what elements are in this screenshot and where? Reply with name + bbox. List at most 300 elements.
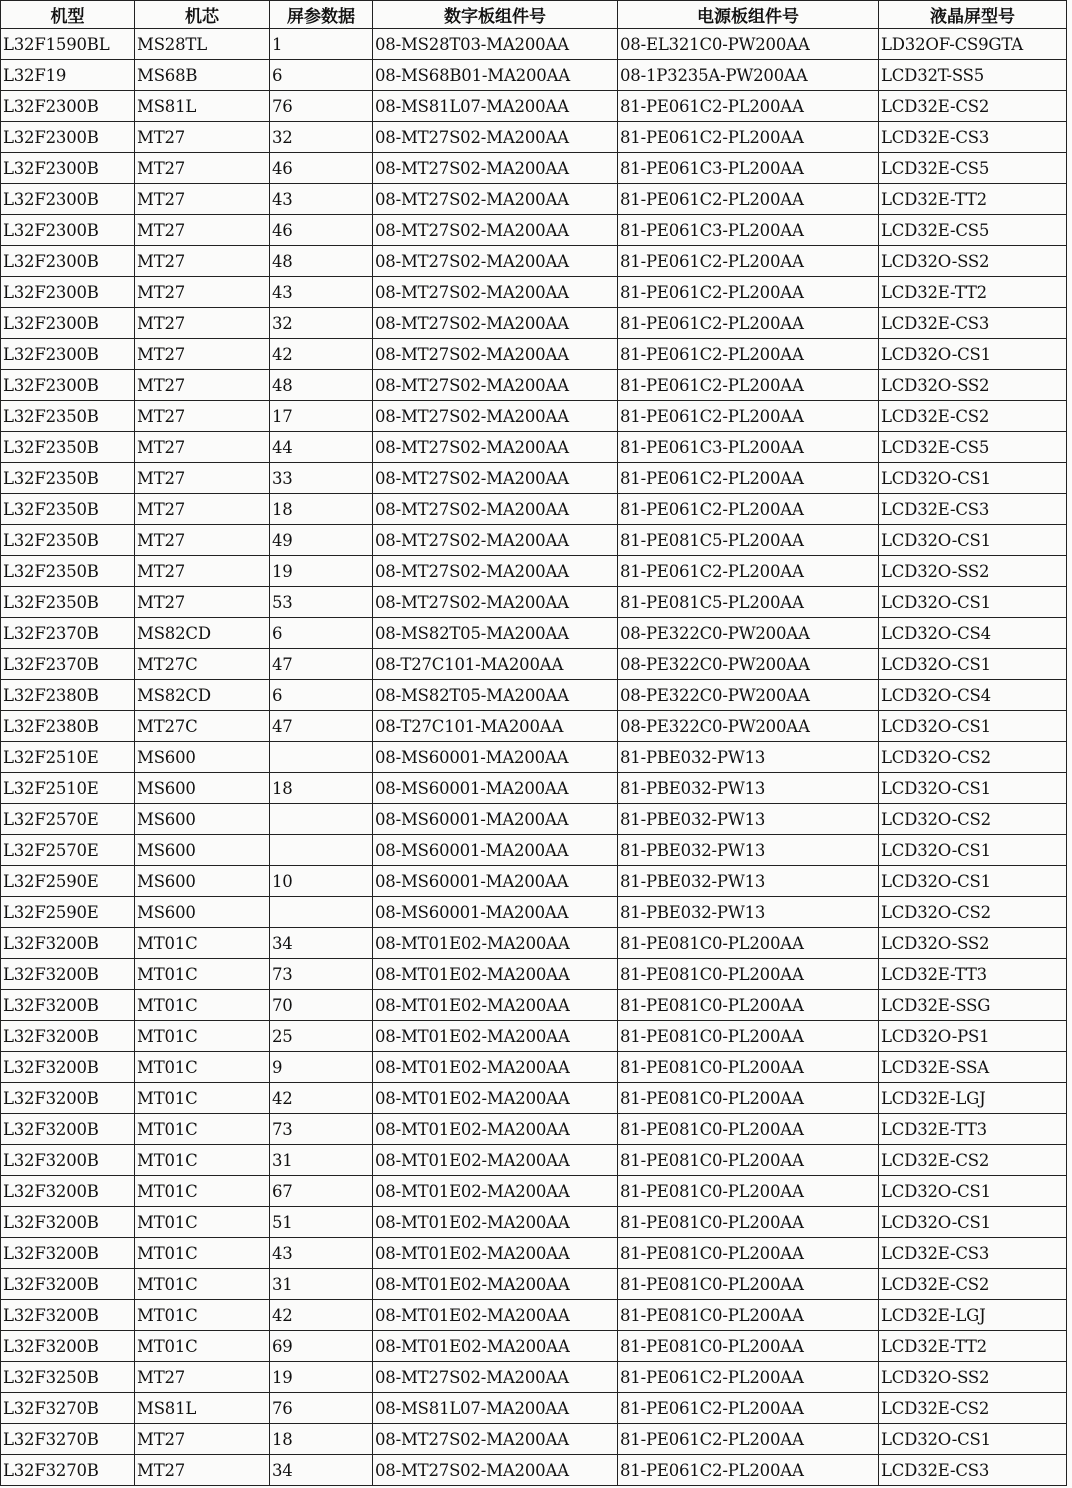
- cell-digital-board: 08-MT01E02-MA200AA: [373, 1207, 618, 1238]
- cell-panel-param: 1: [270, 29, 373, 60]
- table-row: [1, 990, 1067, 1021]
- table-row: [1, 1424, 1067, 1455]
- table-row: [1, 339, 1067, 370]
- cell-panel-param: 73: [270, 1114, 373, 1145]
- cell-digital-board: 08-MT01E02-MA200AA: [373, 1300, 618, 1331]
- cell-digital-board: 08-MS60001-MA200AA: [373, 866, 618, 897]
- table-row: [1, 1207, 1067, 1238]
- cell-model: L32F3200B: [1, 1021, 135, 1052]
- cell-model: L32F2300B: [1, 246, 135, 277]
- cell-model: L32F3200B: [1, 1207, 135, 1238]
- cell-chassis: MS600: [135, 866, 270, 897]
- cell-lcd-panel: LCD32O-CS1: [879, 463, 1067, 494]
- cell-model: L32F3200B: [1, 1052, 135, 1083]
- cell-lcd-panel: LD32OF-CS9GTA: [879, 29, 1067, 60]
- cell-digital-board: 08-MS82T05-MA200AA: [373, 618, 618, 649]
- cell-panel-param: 48: [270, 370, 373, 401]
- cell-power-board: 81-PE081C0-PL200AA: [618, 1331, 879, 1362]
- cell-panel-param: 76: [270, 91, 373, 122]
- cell-panel-param: [270, 742, 373, 773]
- table-row: [1, 29, 1067, 60]
- cell-panel-param: 6: [270, 60, 373, 91]
- cell-model: L32F2350B: [1, 432, 135, 463]
- cell-chassis: MT27: [135, 215, 270, 246]
- cell-panel-param: 67: [270, 1176, 373, 1207]
- cell-lcd-panel: LCD32E-CS5: [879, 215, 1067, 246]
- table-row: [1, 1238, 1067, 1269]
- cell-power-board: 81-PE081C0-PL200AA: [618, 1021, 879, 1052]
- cell-power-board: 81-PE081C0-PL200AA: [618, 1207, 879, 1238]
- cell-model: L32F2370B: [1, 649, 135, 680]
- cell-chassis: MS600: [135, 773, 270, 804]
- cell-lcd-panel: LCD32E-TT3: [879, 959, 1067, 990]
- cell-panel-param: 46: [270, 153, 373, 184]
- cell-model: L32F2300B: [1, 339, 135, 370]
- cell-digital-board: 08-MT27S02-MA200AA: [373, 525, 618, 556]
- cell-power-board: 81-PE061C2-PL200AA: [618, 277, 879, 308]
- cell-chassis: MT27: [135, 122, 270, 153]
- cell-chassis: MT27: [135, 153, 270, 184]
- table-row: [1, 401, 1067, 432]
- table-row: [1, 1176, 1067, 1207]
- table-row: [1, 1393, 1067, 1424]
- cell-chassis: MS28TL: [135, 29, 270, 60]
- cell-model: L32F2350B: [1, 494, 135, 525]
- cell-chassis: MT27: [135, 556, 270, 587]
- cell-digital-board: 08-MT27S02-MA200AA: [373, 153, 618, 184]
- cell-panel-param: 17: [270, 401, 373, 432]
- cell-power-board: 81-PE081C0-PL200AA: [618, 1238, 879, 1269]
- cell-chassis: MS81L: [135, 91, 270, 122]
- cell-power-board: 08-PE322C0-PW200AA: [618, 680, 879, 711]
- cell-panel-param: 9: [270, 1052, 373, 1083]
- cell-digital-board: 08-MT01E02-MA200AA: [373, 1331, 618, 1362]
- cell-chassis: MT01C: [135, 959, 270, 990]
- cell-chassis: MT27: [135, 494, 270, 525]
- cell-chassis: MT01C: [135, 1269, 270, 1300]
- cell-chassis: MS600: [135, 835, 270, 866]
- cell-panel-param: 32: [270, 122, 373, 153]
- cell-power-board: 81-PE061C2-PL200AA: [618, 370, 879, 401]
- cell-lcd-panel: LCD32E-CS2: [879, 1269, 1067, 1300]
- cell-lcd-panel: LCD32O-CS1: [879, 587, 1067, 618]
- cell-model: L32F3270B: [1, 1393, 135, 1424]
- cell-lcd-panel: LCD32E-CS5: [879, 432, 1067, 463]
- cell-model: L32F3200B: [1, 1300, 135, 1331]
- cell-panel-param: 76: [270, 1393, 373, 1424]
- cell-digital-board: 08-MT01E02-MA200AA: [373, 1052, 618, 1083]
- cell-panel-param: 51: [270, 1207, 373, 1238]
- cell-model: L32F3200B: [1, 928, 135, 959]
- cell-chassis: MS600: [135, 742, 270, 773]
- cell-lcd-panel: LCD32O-SS2: [879, 928, 1067, 959]
- cell-model: L32F2370B: [1, 618, 135, 649]
- cell-power-board: 08-EL321C0-PW200AA: [618, 29, 879, 60]
- cell-digital-board: 08-MT27S02-MA200AA: [373, 463, 618, 494]
- cell-power-board: 81-PE061C2-PL200AA: [618, 494, 879, 525]
- cell-panel-param: 43: [270, 1238, 373, 1269]
- table-row: [1, 277, 1067, 308]
- cell-lcd-panel: LCD32O-CS1: [879, 339, 1067, 370]
- table-row: [1, 649, 1067, 680]
- cell-digital-board: 08-MT27S02-MA200AA: [373, 587, 618, 618]
- cell-model: L32F2300B: [1, 122, 135, 153]
- cell-digital-board: 08-MT01E02-MA200AA: [373, 1145, 618, 1176]
- cell-model: L32F1590BL: [1, 29, 135, 60]
- cell-digital-board: 08-MT27S02-MA200AA: [373, 339, 618, 370]
- cell-digital-board: 08-MT01E02-MA200AA: [373, 1114, 618, 1145]
- cell-power-board: 81-PE061C2-PL200AA: [618, 1393, 879, 1424]
- table-row: [1, 1052, 1067, 1083]
- cell-lcd-panel: LCD32O-SS2: [879, 1362, 1067, 1393]
- cell-lcd-panel: LCD32E-CS2: [879, 1393, 1067, 1424]
- cell-power-board: 81-PE081C0-PL200AA: [618, 1114, 879, 1145]
- cell-lcd-panel: LCD32O-CS1: [879, 835, 1067, 866]
- cell-digital-board: 08-MT01E02-MA200AA: [373, 1021, 618, 1052]
- cell-lcd-panel: LCD32E-CS2: [879, 401, 1067, 432]
- cell-power-board: 81-PE061C3-PL200AA: [618, 153, 879, 184]
- table-row: [1, 525, 1067, 556]
- cell-model: L32F2300B: [1, 370, 135, 401]
- cell-power-board: 81-PE061C2-PL200AA: [618, 308, 879, 339]
- cell-model: L32F3200B: [1, 1145, 135, 1176]
- cell-power-board: 81-PE081C0-PL200AA: [618, 1052, 879, 1083]
- cell-chassis: MS82CD: [135, 618, 270, 649]
- cell-chassis: MT01C: [135, 928, 270, 959]
- table-body: [1, 29, 1067, 1486]
- cell-lcd-panel: LCD32O-CS1: [879, 1176, 1067, 1207]
- cell-digital-board: 08-MS60001-MA200AA: [373, 897, 618, 928]
- cell-chassis: MT01C: [135, 990, 270, 1021]
- cell-chassis: MT01C: [135, 1021, 270, 1052]
- cell-digital-board: 08-MS81L07-MA200AA: [373, 1393, 618, 1424]
- cell-digital-board: 08-MT01E02-MA200AA: [373, 1269, 618, 1300]
- cell-lcd-panel: LCD32E-CS2: [879, 91, 1067, 122]
- cell-power-board: 81-PE061C2-PL200AA: [618, 401, 879, 432]
- cell-digital-board: 08-MT01E02-MA200AA: [373, 990, 618, 1021]
- table-row: [1, 618, 1067, 649]
- header-digital-board: 数字板组件号: [373, 1, 618, 29]
- cell-model: L32F2510E: [1, 742, 135, 773]
- cell-digital-board: 08-MS82T05-MA200AA: [373, 680, 618, 711]
- cell-lcd-panel: LCD32E-TT2: [879, 277, 1067, 308]
- cell-lcd-panel: LCD32O-CS4: [879, 680, 1067, 711]
- cell-power-board: 81-PE061C2-PL200AA: [618, 556, 879, 587]
- table-row: [1, 246, 1067, 277]
- cell-power-board: 81-PE061C3-PL200AA: [618, 215, 879, 246]
- table-row: [1, 122, 1067, 153]
- cell-panel-param: 69: [270, 1331, 373, 1362]
- cell-lcd-panel: LCD32E-SSA: [879, 1052, 1067, 1083]
- cell-model: L32F2350B: [1, 401, 135, 432]
- cell-panel-param: 44: [270, 432, 373, 463]
- table-row: [1, 711, 1067, 742]
- cell-power-board: 81-PE061C3-PL200AA: [618, 432, 879, 463]
- cell-digital-board: 08-MT01E02-MA200AA: [373, 1083, 618, 1114]
- cell-model: L32F3270B: [1, 1455, 135, 1486]
- cell-panel-param: 73: [270, 959, 373, 990]
- cell-power-board: 81-PE081C0-PL200AA: [618, 928, 879, 959]
- table-row: [1, 91, 1067, 122]
- cell-digital-board: 08-MT27S02-MA200AA: [373, 246, 618, 277]
- cell-model: L32F3200B: [1, 1176, 135, 1207]
- cell-lcd-panel: LCD32E-CS3: [879, 1455, 1067, 1486]
- cell-model: L32F3200B: [1, 1331, 135, 1362]
- cell-digital-board: 08-MT27S02-MA200AA: [373, 432, 618, 463]
- table-row: [1, 308, 1067, 339]
- table-row: [1, 184, 1067, 215]
- cell-model: L32F2350B: [1, 556, 135, 587]
- table-row: [1, 835, 1067, 866]
- cell-power-board: 08-PE322C0-PW200AA: [618, 618, 879, 649]
- cell-model: L32F2350B: [1, 525, 135, 556]
- header-power-board: 电源板组件号: [618, 1, 879, 29]
- cell-lcd-panel: LCD32E-LGJ: [879, 1300, 1067, 1331]
- table-row: [1, 556, 1067, 587]
- cell-panel-param: 6: [270, 618, 373, 649]
- cell-digital-board: 08-MT27S02-MA200AA: [373, 122, 618, 153]
- cell-power-board: 81-PE081C0-PL200AA: [618, 1269, 879, 1300]
- cell-lcd-panel: LCD32O-SS2: [879, 556, 1067, 587]
- cell-lcd-panel: LCD32E-CS5: [879, 153, 1067, 184]
- cell-digital-board: 08-MS60001-MA200AA: [373, 835, 618, 866]
- cell-model: L32F3200B: [1, 959, 135, 990]
- cell-panel-param: 42: [270, 339, 373, 370]
- cell-model: L32F3200B: [1, 1269, 135, 1300]
- cell-chassis: MS600: [135, 897, 270, 928]
- cell-digital-board: 08-MT27S02-MA200AA: [373, 277, 618, 308]
- cell-panel-param: 42: [270, 1300, 373, 1331]
- cell-lcd-panel: LCD32E-TT2: [879, 1331, 1067, 1362]
- cell-panel-param: 18: [270, 773, 373, 804]
- cell-lcd-panel: LCD32E-CS3: [879, 122, 1067, 153]
- header-lcd-panel: 液晶屏型号: [879, 1, 1067, 29]
- cell-digital-board: 08-MS60001-MA200AA: [373, 804, 618, 835]
- table-row: [1, 1455, 1067, 1486]
- cell-panel-param: 18: [270, 494, 373, 525]
- cell-power-board: 81-PE081C0-PL200AA: [618, 1083, 879, 1114]
- table-row: [1, 959, 1067, 990]
- cell-chassis: MT01C: [135, 1300, 270, 1331]
- cell-lcd-panel: LCD32E-SSG: [879, 990, 1067, 1021]
- cell-lcd-panel: LCD32O-SS2: [879, 370, 1067, 401]
- cell-panel-param: 31: [270, 1145, 373, 1176]
- cell-power-board: 81-PE061C2-PL200AA: [618, 463, 879, 494]
- cell-chassis: MT01C: [135, 1176, 270, 1207]
- cell-lcd-panel: LCD32E-CS2: [879, 1145, 1067, 1176]
- cell-digital-board: 08-MS28T03-MA200AA: [373, 29, 618, 60]
- cell-chassis: MT01C: [135, 1114, 270, 1145]
- cell-model: L32F2300B: [1, 91, 135, 122]
- table-row: [1, 866, 1067, 897]
- cell-chassis: MT01C: [135, 1083, 270, 1114]
- cell-model: L32F2380B: [1, 680, 135, 711]
- table-row: [1, 215, 1067, 246]
- cell-chassis: MS600: [135, 804, 270, 835]
- cell-chassis: MT27: [135, 1424, 270, 1455]
- cell-panel-param: [270, 835, 373, 866]
- cell-power-board: 81-PE061C2-PL200AA: [618, 91, 879, 122]
- cell-model: L32F2300B: [1, 153, 135, 184]
- cell-digital-board: 08-MT01E02-MA200AA: [373, 1238, 618, 1269]
- cell-digital-board: 08-MT27S02-MA200AA: [373, 308, 618, 339]
- cell-chassis: MT27C: [135, 711, 270, 742]
- table-row: [1, 463, 1067, 494]
- table-row: [1, 804, 1067, 835]
- cell-lcd-panel: LCD32E-TT2: [879, 184, 1067, 215]
- cell-power-board: 81-PE081C0-PL200AA: [618, 1145, 879, 1176]
- cell-chassis: MT27: [135, 184, 270, 215]
- cell-chassis: MT27: [135, 432, 270, 463]
- cell-chassis: MS81L: [135, 1393, 270, 1424]
- cell-panel-param: 47: [270, 711, 373, 742]
- cell-digital-board: 08-MT27S02-MA200AA: [373, 556, 618, 587]
- cell-chassis: MT27: [135, 277, 270, 308]
- cell-panel-param: 49: [270, 525, 373, 556]
- cell-digital-board: 08-MS60001-MA200AA: [373, 742, 618, 773]
- table-row: [1, 1021, 1067, 1052]
- cell-chassis: MT27: [135, 308, 270, 339]
- cell-model: L32F2570E: [1, 835, 135, 866]
- cell-power-board: 81-PE061C2-PL200AA: [618, 1424, 879, 1455]
- table-row: [1, 153, 1067, 184]
- cell-lcd-panel: LCD32E-TT3: [879, 1114, 1067, 1145]
- table-row: [1, 1145, 1067, 1176]
- header-chassis: 机芯: [135, 1, 270, 29]
- cell-chassis: MT27: [135, 1455, 270, 1486]
- cell-chassis: MT27: [135, 339, 270, 370]
- cell-chassis: MT01C: [135, 1145, 270, 1176]
- cell-digital-board: 08-MT27S02-MA200AA: [373, 215, 618, 246]
- cell-digital-board: 08-MT27S02-MA200AA: [373, 494, 618, 525]
- cell-model: L32F3200B: [1, 1238, 135, 1269]
- cell-model: L32F3250B: [1, 1362, 135, 1393]
- cell-chassis: MT27: [135, 463, 270, 494]
- header-model: 机型: [1, 1, 135, 29]
- cell-power-board: 08-1P3235A-PW200AA: [618, 60, 879, 91]
- cell-lcd-panel: LCD32O-SS2: [879, 246, 1067, 277]
- cell-chassis: MT27C: [135, 649, 270, 680]
- cell-model: L32F3270B: [1, 1424, 135, 1455]
- cell-digital-board: 08-MT27S02-MA200AA: [373, 401, 618, 432]
- cell-panel-param: 70: [270, 990, 373, 1021]
- cell-lcd-panel: LCD32O-CS1: [879, 525, 1067, 556]
- table-row: [1, 60, 1067, 91]
- table-row: [1, 1300, 1067, 1331]
- cell-power-board: 08-PE322C0-PW200AA: [618, 711, 879, 742]
- cell-power-board: 81-PE081C0-PL200AA: [618, 1300, 879, 1331]
- table-row: [1, 432, 1067, 463]
- cell-lcd-panel: LCD32O-CS2: [879, 742, 1067, 773]
- cell-lcd-panel: LCD32O-CS1: [879, 866, 1067, 897]
- cell-chassis: MS82CD: [135, 680, 270, 711]
- cell-lcd-panel: LCD32T-SS5: [879, 60, 1067, 91]
- cell-power-board: 81-PBE032-PW13: [618, 866, 879, 897]
- cell-model: L32F2380B: [1, 711, 135, 742]
- cell-power-board: 81-PBE032-PW13: [618, 742, 879, 773]
- cell-power-board: 81-PBE032-PW13: [618, 773, 879, 804]
- cell-panel-param: 43: [270, 184, 373, 215]
- cell-lcd-panel: LCD32O-CS1: [879, 1207, 1067, 1238]
- cell-panel-param: 19: [270, 556, 373, 587]
- cell-model: L32F19: [1, 60, 135, 91]
- cell-model: L32F2590E: [1, 866, 135, 897]
- cell-panel-param: 18: [270, 1424, 373, 1455]
- cell-lcd-panel: LCD32O-CS1: [879, 1424, 1067, 1455]
- cell-digital-board: 08-MT01E02-MA200AA: [373, 928, 618, 959]
- cell-panel-param: 31: [270, 1269, 373, 1300]
- cell-model: L32F3200B: [1, 990, 135, 1021]
- cell-digital-board: 08-MS68B01-MA200AA: [373, 60, 618, 91]
- cell-chassis: MT01C: [135, 1207, 270, 1238]
- cell-model: L32F2570E: [1, 804, 135, 835]
- cell-lcd-panel: LCD32E-LGJ: [879, 1083, 1067, 1114]
- table-row: [1, 742, 1067, 773]
- cell-panel-param: 10: [270, 866, 373, 897]
- cell-power-board: 81-PE081C0-PL200AA: [618, 959, 879, 990]
- cell-chassis: MT27: [135, 401, 270, 432]
- table-row: [1, 928, 1067, 959]
- table-row: [1, 1362, 1067, 1393]
- cell-power-board: 81-PE081C5-PL200AA: [618, 587, 879, 618]
- cell-panel-param: 33: [270, 463, 373, 494]
- table-row: [1, 1269, 1067, 1300]
- cell-digital-board: 08-MT27S02-MA200AA: [373, 370, 618, 401]
- cell-panel-param: 42: [270, 1083, 373, 1114]
- cell-power-board: 81-PE081C5-PL200AA: [618, 525, 879, 556]
- table-row: [1, 494, 1067, 525]
- cell-power-board: 81-PE061C2-PL200AA: [618, 122, 879, 153]
- table-row: [1, 773, 1067, 804]
- cell-power-board: 81-PE061C2-PL200AA: [618, 339, 879, 370]
- cell-chassis: MT27: [135, 246, 270, 277]
- cell-model: L32F2350B: [1, 587, 135, 618]
- cell-chassis: MT01C: [135, 1052, 270, 1083]
- cell-lcd-panel: LCD32O-PS1: [879, 1021, 1067, 1052]
- cell-model: L32F3200B: [1, 1083, 135, 1114]
- cell-panel-param: [270, 897, 373, 928]
- header-row: [1, 1, 1067, 29]
- cell-model: L32F2300B: [1, 277, 135, 308]
- cell-panel-param: 34: [270, 928, 373, 959]
- cell-panel-param: 25: [270, 1021, 373, 1052]
- cell-digital-board: 08-T27C101-MA200AA: [373, 649, 618, 680]
- cell-power-board: 81-PBE032-PW13: [618, 835, 879, 866]
- header-panel-param: 屏参数据: [270, 1, 373, 29]
- cell-digital-board: 08-MS60001-MA200AA: [373, 773, 618, 804]
- cell-lcd-panel: LCD32E-CS3: [879, 308, 1067, 339]
- cell-chassis: MT27: [135, 370, 270, 401]
- table-row: [1, 680, 1067, 711]
- cell-power-board: 81-PE061C2-PL200AA: [618, 246, 879, 277]
- cell-lcd-panel: LCD32O-CS1: [879, 649, 1067, 680]
- cell-panel-param: 53: [270, 587, 373, 618]
- cell-digital-board: 08-MT27S02-MA200AA: [373, 1362, 618, 1393]
- cell-model: L32F2510E: [1, 773, 135, 804]
- cell-lcd-panel: LCD32E-CS3: [879, 494, 1067, 525]
- table-row: [1, 370, 1067, 401]
- cell-chassis: MT27: [135, 525, 270, 556]
- cell-panel-param: 34: [270, 1455, 373, 1486]
- cell-panel-param: 6: [270, 680, 373, 711]
- cell-chassis: MT27: [135, 587, 270, 618]
- table-row: [1, 897, 1067, 928]
- table-row: [1, 1331, 1067, 1362]
- cell-panel-param: 43: [270, 277, 373, 308]
- cell-power-board: 81-PBE032-PW13: [618, 804, 879, 835]
- cell-panel-param: 47: [270, 649, 373, 680]
- cell-chassis: MS68B: [135, 60, 270, 91]
